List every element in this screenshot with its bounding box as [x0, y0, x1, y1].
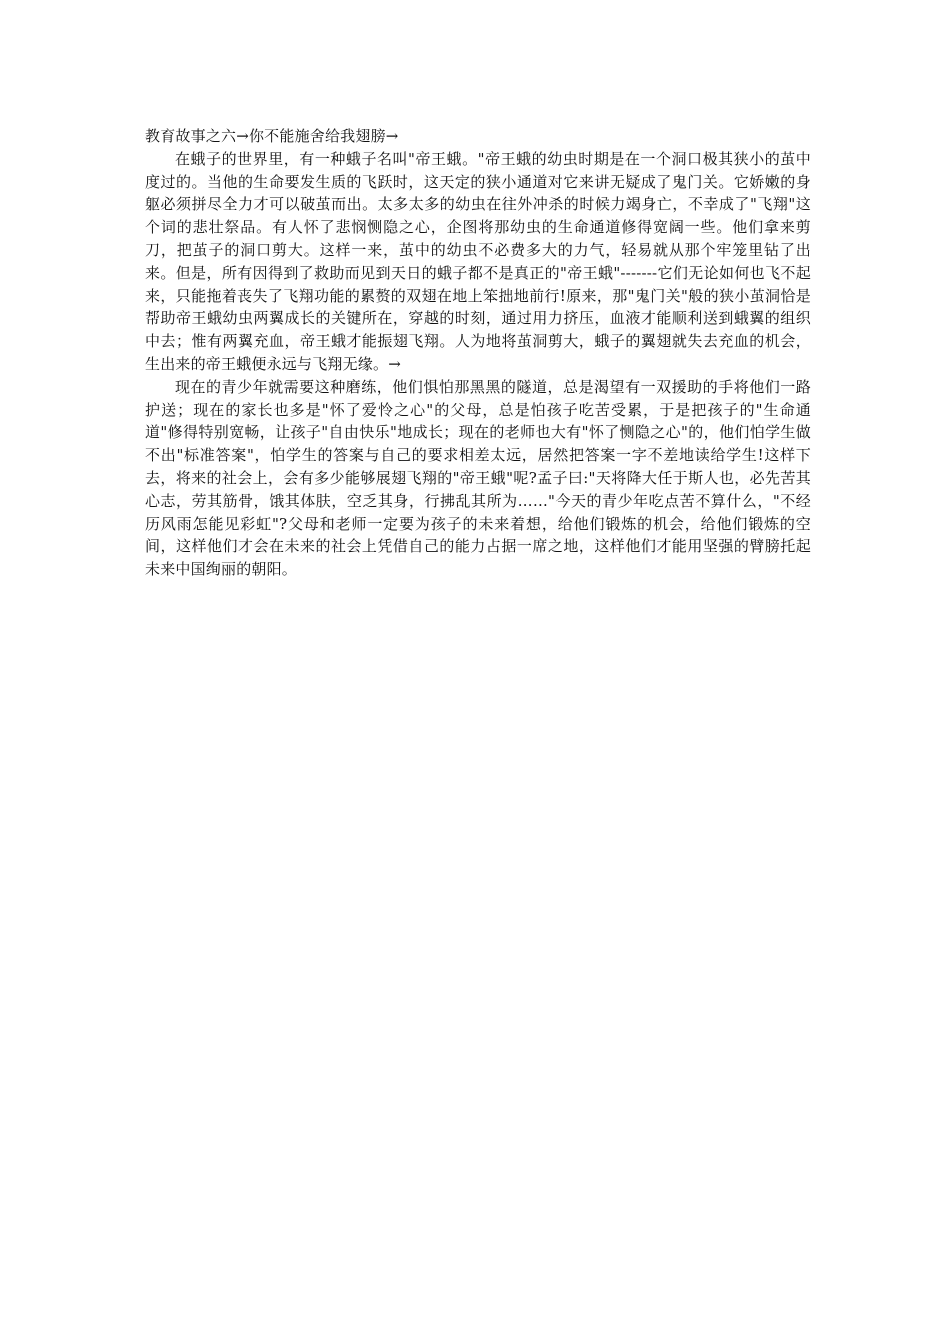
paragraph-1: 在蛾子的世界里，有一种蛾子名叫"帝王蛾。"帝王蛾的幼虫时期是在一个洞口极其狭小的茧中度过的。当他的生命要发生质的飞跃时，这天定的狭小通道对它来讲无疑成了鬼门关。它娇嫩的身躯必须拼尽全力才可以破茧而出。太多太多的幼虫在往外冲杀的时候力竭身亡，不幸成了"飞翔"这个词的悲壮祭品。有人怀了悲悯恻隐之心，企图将那幼虫的生命通道修得宽阔一些。他们拿来剪刀，把茧子的洞口剪大。这样一来，茧中的幼虫不必费多大的力气，轻易就从那个牢笼里钻了出来。但是，所有因得到了救助而见到天日的蛾子都不是真正的"帝王蛾"-------它们无论如何也飞不起来，只能拖着丧失了飞翔功能的累赘的双翅在地上笨拙地前行!原来，那"鬼门关"般的狭小茧洞恰是帮助帝王蛾幼虫两翼成长的关键所在，穿越的时刻，通过用力挤压，血液才能顺利送到蛾翼的组织中去；惟有两翼充血，帝王蛾才能振翅飞翔。人为地将茧洞剪大，蛾子的翼翅就失去充血的机会，生出来的帝王蛾便永远与飞翔无缘。→ [145, 149, 811, 373]
paragraph-2: 现在的青少年就需要这种磨练，他们惧怕那黑黑的隧道，总是渴望有一双援助的手将他们一路护送；现在的家长也多是"怀了爱怜之心"的父母，总是怕孩子吃苦受累，于是把孩子的"生命通道"修得特别宽畅，让孩子"自由快乐"地成长；现在的老师也大有"怀了恻隐之心"的，他们怕学生做不出"标准答案"，怕学生的答案与自己的要求相差太远，居然把答案一字不差地读给学生!这样下去，将来的社会上，会有多少能够展翅飞翔的"帝王蛾"呢?孟子曰:"天将降大任于斯人也，必先苦其心志，劳其筋骨，饿其体肤，空乏其身，行拂乱其所为……"今天的青少年吃点苦不算什么，"不经历风雨怎能见彩虹"?父母和老师一定要为孩子的未来着想，给他们锻炼的机会，给他们锻炼的空间，这样他们才会在未来的社会上凭借自己的能力占据一席之地，这样他们才能用坚强的臂膀托起未来中国绚丽的朝阳。 [145, 377, 811, 579]
document-title: 教育故事之六→你不能施舍给我翅膀→ [145, 127, 399, 145]
document-body [145, 125, 811, 581]
